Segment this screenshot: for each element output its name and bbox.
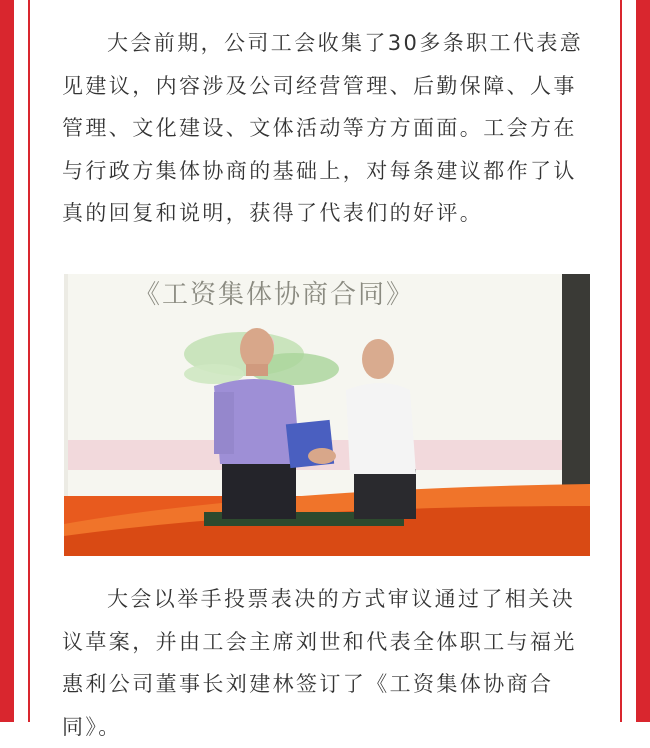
right-red-rule <box>620 0 622 722</box>
screen-title: 《工资集体协商合同》 <box>134 280 415 310</box>
right-red-border <box>636 0 650 722</box>
left-red-border <box>0 0 14 722</box>
article-paragraph-intro: 大会前期，公司工会收集了30多条职工代表意见建议，内容涉及公司经营管理、后勤保障、人事管理、文化建设、文体活动等方方面面。工会方在与行政方集体协商的基础上，对每条建议都作了认真的回复和说明，获得了代表们的好评。 <box>62 31 584 225</box>
left-red-rule <box>28 0 30 722</box>
signing-ceremony-photo <box>64 274 590 556</box>
article-paragraph-signing: 大会以举手投票表决的方式审议通过了相关决议草案，并由工会主席刘世和代表全体职工与福光惠利公司董事长刘建林签订了《工资集体协商合同》。 <box>62 587 577 739</box>
